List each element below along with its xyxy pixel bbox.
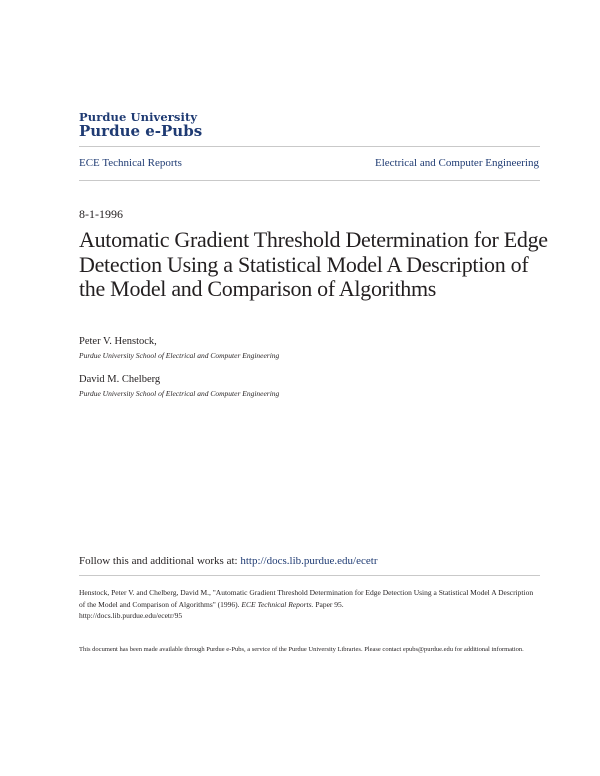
- follow-text: Follow this and additional works at:: [79, 555, 241, 567]
- citation-block: [79, 587, 534, 622]
- author-affiliation: Purdue University School of Electrical and Computer Engineering: [79, 389, 280, 398]
- divider-bottom: [79, 180, 540, 181]
- citation-url[interactable]: http://docs.lib.purdue.edu/ecetr/95: [79, 611, 183, 621]
- author-name: David M. Chelberg: [79, 374, 161, 385]
- repository-name: Purdue e-Pubs: [79, 122, 203, 140]
- author-affiliation: Purdue University School of Electrical and Computer Engineering: [79, 351, 280, 360]
- electrical-computer-engineering-link[interactable]: Electrical and Computer Engineering: [374, 157, 539, 169]
- citation-series: ECE Technical Reports.: [241, 599, 314, 609]
- ece-technical-reports-link[interactable]: ECE Technical Reports: [79, 157, 182, 169]
- divider-top: [79, 146, 540, 147]
- citation-paper: Paper 95.: [315, 599, 344, 609]
- author-name: Peter V. Henstock,: [79, 336, 157, 347]
- institution-name: Purdue University: [79, 110, 198, 124]
- citation-main: Henstock, Peter V. and Chelberg, David M., "Automatic Gradient Threshold Determination for Edge Detection Using a Statistical Model A Description of the Model and Comparison of Algorithms" (1996).: [79, 588, 534, 609]
- publication-date: 8-1-1996: [79, 207, 123, 221]
- divider-follow: [79, 575, 540, 576]
- document-title: Automatic Gradient Threshold Determination for Edge Detection Using a Statistical Model A Description of the Model and Comparison of Algorithms: [79, 227, 548, 301]
- collection-link[interactable]: http://docs.lib.purdue.edu/ecetr: [240, 555, 378, 567]
- follow-line: [79, 555, 377, 567]
- availability-notice: This document has been made available through Purdue e-Pubs, a service of the Purdue University Libraries. Please contact epubs@purdue.edu for additional information.: [79, 646, 524, 653]
